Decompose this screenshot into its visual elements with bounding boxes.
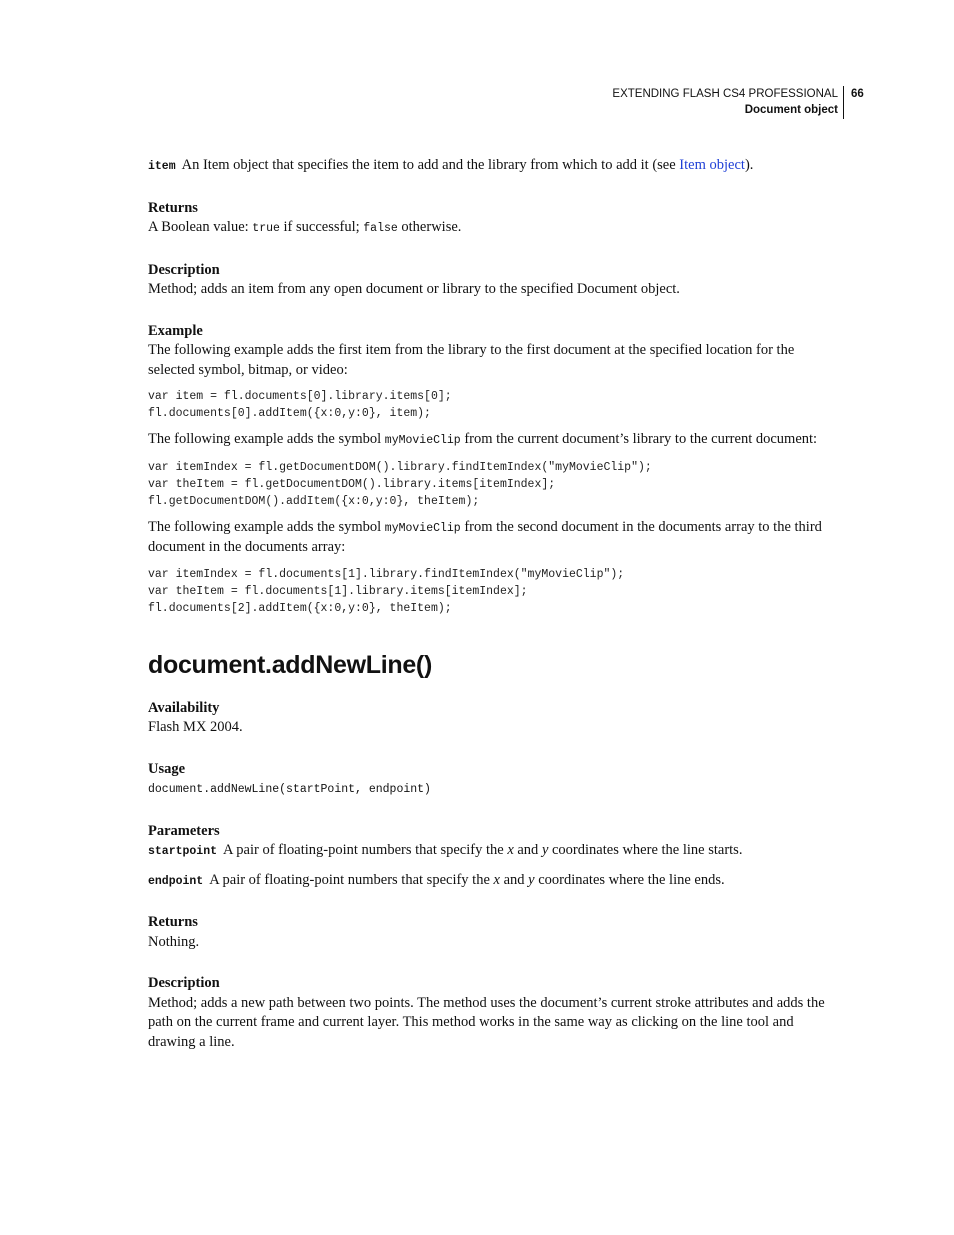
availability-text: Flash MX 2004. <box>148 719 243 735</box>
availability-heading: Availability <box>148 699 220 716</box>
example-intro-2: The following example adds the symbol myMovieClip from the current document’s library to the current document: <box>148 431 818 447</box>
usage-heading: Usage <box>148 760 186 777</box>
description-heading-2: Description <box>148 975 220 991</box>
description-text-2: Method; adds a new path between two points. The method uses the document’s current stroke attributes and adds the path on the current frame and current layer. This method works in the same way as clicking on the line tool and drawing a line. <box>148 994 825 1050</box>
code-block-3: var itemIndex = fl.documents[1].library.findItemIndex("myMovieClip"); var theItem = fl.documents[1].library.items[itemIndex]; fl.documents[2].addItem({x:0,y:0}, theItem); <box>148 567 625 615</box>
example-heading: Example <box>148 322 203 339</box>
example-intro-1: The following example adds the first item from the library to the first document at the specified location for the selected symbol, bitmap, or video: <box>148 342 795 378</box>
param-startpoint: startpoint A pair of floating-point numbers that specify the x and y coordinates where the line starts. <box>148 842 743 858</box>
returns-text: A Boolean value: true if successful; false otherwise. <box>148 219 462 235</box>
example-intro-3: The following example adds the symbol myMovieClip from the second document in the documents array to the third document in the documents array: <box>148 518 822 555</box>
page-body <box>148 156 843 1052</box>
code-block-2: var itemIndex = fl.getDocumentDOM().library.findItemIndex("myMovieClip"); var theItem = fl.getDocumentDOM().library.items[itemIndex]; fl.getDocumentDOM().addItem({x:0,y:0}, theItem); <box>148 460 652 508</box>
item-object-link[interactable]: Item object <box>679 157 745 173</box>
method-title: document.addNewLine() <box>148 650 432 679</box>
parameters-heading: Parameters <box>148 822 220 839</box>
param-item: item An Item object that specifies the item to add and the library from which to add it (see Item object). <box>148 157 754 173</box>
usage-code: document.addNewLine(startPoint, endpoint) <box>148 783 431 796</box>
code-block-1: var item = fl.documents[0].library.items[0]; fl.documents[0].addItem({x:0,y:0}, item); <box>148 390 452 420</box>
header-divider <box>843 86 844 119</box>
running-header <box>612 86 842 118</box>
description-heading: Description <box>148 261 220 278</box>
returns-heading-2: Returns <box>148 914 198 930</box>
param-name: item <box>148 160 176 173</box>
book-title: EXTENDING FLASH CS4 PROFESSIONAL <box>612 88 838 100</box>
returns-text-2: Nothing. <box>148 933 200 950</box>
returns-heading: Returns <box>148 199 198 216</box>
page-number: 66 <box>851 88 864 100</box>
section-title: Document object <box>744 104 838 116</box>
description-text: Method; adds an item from any open document or library to the specified Document object. <box>148 281 680 297</box>
param-endpoint: endpoint A pair of floating-point numbers that specify the x and y coordinates where the line ends. <box>148 871 725 888</box>
